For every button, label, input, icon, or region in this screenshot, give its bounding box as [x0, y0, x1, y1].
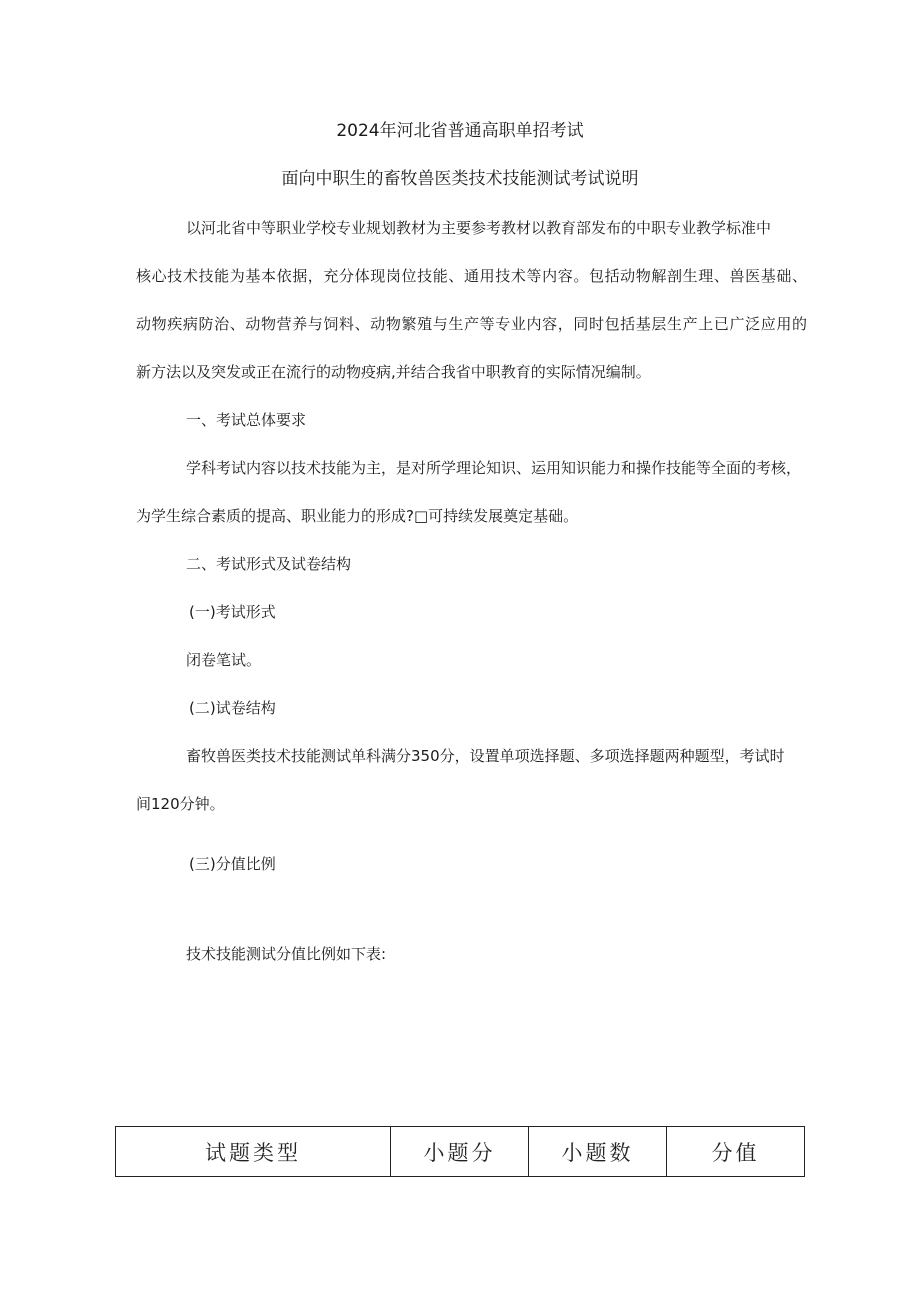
intro-line-4: 新方法以及突发或正在流行的动物疫病,并结合我省中职教育的实际情况编制。 — [136, 363, 651, 381]
section1-line-2: 为学生综合素质的提高、职业能力的形成?□可持续发展奠定基础。 — [136, 507, 579, 525]
sub1-text: 闭卷笔试。 — [186, 651, 262, 669]
sub1-heading: (一)考试形式 — [189, 603, 276, 621]
section2-heading: 二、考试形式及试卷结构 — [186, 555, 352, 573]
intro-line-3: 动物疾病防治、动物营养与饲料、动物繁殖与生产等专业内容，同时包括基层生产上已广泛应用的 — [136, 315, 807, 333]
doc-title-line1: 2024年河北省普通高职单招考试 — [336, 121, 584, 141]
score-table — [115, 1126, 805, 1177]
table-header-row — [116, 1127, 805, 1177]
sub2-heading: (二)试卷结构 — [189, 699, 276, 717]
section1-heading: 一、考试总体要求 — [186, 411, 307, 429]
section1-line-1: 学科考试内容以技术技能为主，是对所学理论知识、运用知识能力和操作技能等全面的考核， — [186, 459, 802, 477]
table-intro: 技术技能测试分值比例如下表: — [186, 945, 387, 963]
table-header-total-score: 分值 — [667, 1127, 805, 1177]
doc-title-line2: 面向中职生的畜牧兽医类技术技能测试考试说明 — [281, 169, 639, 189]
intro-line-1: 以河北省中等职业学校专业规划教材为主要参考教材以教育部发布的中职专业教学标准中 — [186, 219, 772, 237]
sub2-line-2: 间120分钟。 — [136, 795, 225, 813]
intro-line-2: 核心技术技能为基本依据，充分体现岗位技能、通用技术等内容。包括动物解剖生理、兽医基础、 — [136, 267, 807, 285]
table-header-question-type: 试题类型 — [116, 1127, 391, 1177]
table-header-item-count: 小题数 — [529, 1127, 667, 1177]
table-header-item-score: 小题分 — [391, 1127, 529, 1177]
sub2-line-1: 畜牧兽医类技术技能测试单科满分350分，设置单项选择题、多项选择题两种题型，考试时 — [186, 747, 785, 765]
sub3-heading: (三)分值比例 — [189, 855, 276, 873]
